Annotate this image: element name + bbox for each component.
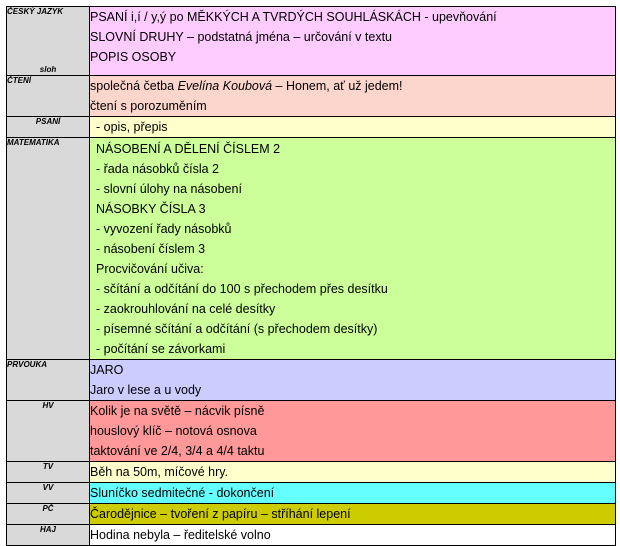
content-text: – Honem, ať už jedem! [272, 79, 403, 93]
table-row [7, 360, 616, 401]
content-line: Kolik je na světě – nácvik písně [90, 404, 265, 418]
table-row [7, 117, 616, 138]
content-line: SLOVNÍ DRUHY – podstatná jména – určování v textu [90, 30, 393, 44]
table-row [7, 7, 616, 76]
content-line: - slovní úlohy na násobení [96, 182, 242, 196]
content-cell-tv [90, 462, 616, 483]
content-line: NÁSOBKY ČÍSLA 3 [96, 202, 206, 216]
subject-label: ČESKÝ JAZYK [7, 7, 64, 16]
subject-label: PČ [42, 504, 54, 513]
content-line: Čarodějnice – tvoření z papíru – stříhání lepení [90, 507, 351, 521]
table-row [7, 504, 616, 525]
subject-cell-prvouka [7, 360, 90, 401]
content-cell-cesky-jazyk [90, 7, 616, 76]
content-line: NÁSOBENÍ A DĚLENÍ ČÍSLEM 2 [96, 142, 281, 156]
table-row [7, 525, 616, 546]
table-row [7, 401, 616, 462]
content-line: JARO [90, 363, 124, 377]
subject-cell-pc [7, 504, 90, 525]
content-line: Sluníčko sedmitečné - dokončení [90, 486, 275, 500]
content-line: čtení s porozuměním [90, 99, 207, 113]
content-line: Procvičování učiva: [96, 262, 204, 276]
content-cell-cteni [90, 76, 616, 117]
content-cell-psani [90, 117, 616, 138]
content-text: společná četba [90, 79, 178, 93]
content-line: PSANÍ i,í / y,ý po MĚKKÝCH A TVRDÝCH SOUHLÁSKÁCH - upevňování [90, 10, 497, 24]
content-cell-matematika [90, 138, 616, 360]
content-line: Hodina nebyla – ředitelské volno [90, 528, 271, 542]
content-cell-prvouka [90, 360, 616, 401]
subject-cell-haj [7, 525, 90, 546]
content-line: POPIS OSOBY [90, 50, 177, 64]
subject-label: TV [42, 462, 54, 471]
content-line: houslový klíč – notová osnova [90, 424, 257, 438]
content-line: - sčítání a odčítání do 100 s přechodem přes desítku [96, 282, 388, 296]
content-cell-vv [90, 483, 616, 504]
content-cell-haj [90, 525, 616, 546]
subject-label: HV [42, 401, 54, 410]
content-line: Běh na 50m, míčové hry. [90, 465, 229, 479]
weekly-plan-table [6, 6, 616, 546]
content-line: - vyvození řady násobků [96, 222, 232, 236]
subject-cell-tv [7, 462, 90, 483]
table-row [7, 138, 616, 360]
content-line: - písemné sčítání a odčítání (s přechodem desítky) [96, 322, 378, 336]
subject-cell-cteni [7, 76, 90, 117]
subject-label: PRVOUKA [7, 360, 48, 369]
content-line: - počítání se závorkami [96, 342, 226, 356]
content-cell-pc [90, 504, 616, 525]
subject-cell-matematika [7, 138, 90, 360]
subject-cell-vv [7, 483, 90, 504]
subject-label: VV [42, 483, 54, 492]
content-line: - opis, přepis [96, 120, 168, 134]
subject-label: PSANÍ [35, 117, 61, 126]
book-author: Evelína Koubová [177, 79, 273, 93]
content-cell-hv [90, 401, 616, 462]
subject-label: MATEMATIKA [7, 138, 60, 147]
subject-label: ČTENÍ [7, 76, 31, 85]
subject-cell-cesky-jazyk [7, 7, 90, 76]
table-row [7, 462, 616, 483]
content-line: - zaokrouhlování na celé desítky [96, 302, 276, 316]
content-line: taktování ve 2/4, 3/4 a 4/4 taktu [90, 444, 265, 458]
content-line: Jaro v lese a u vody [90, 383, 202, 397]
subject-cell-psani [7, 117, 90, 138]
content-line [90, 76, 615, 96]
subject-sublabel: sloh [39, 65, 57, 74]
subject-cell-hv [7, 401, 90, 462]
table-row [7, 76, 616, 117]
content-line: - řada násobků čísla 2 [96, 162, 219, 176]
content-line: - násobení číslem 3 [96, 242, 206, 256]
subject-label: HAJ [39, 525, 56, 534]
table-row [7, 483, 616, 504]
